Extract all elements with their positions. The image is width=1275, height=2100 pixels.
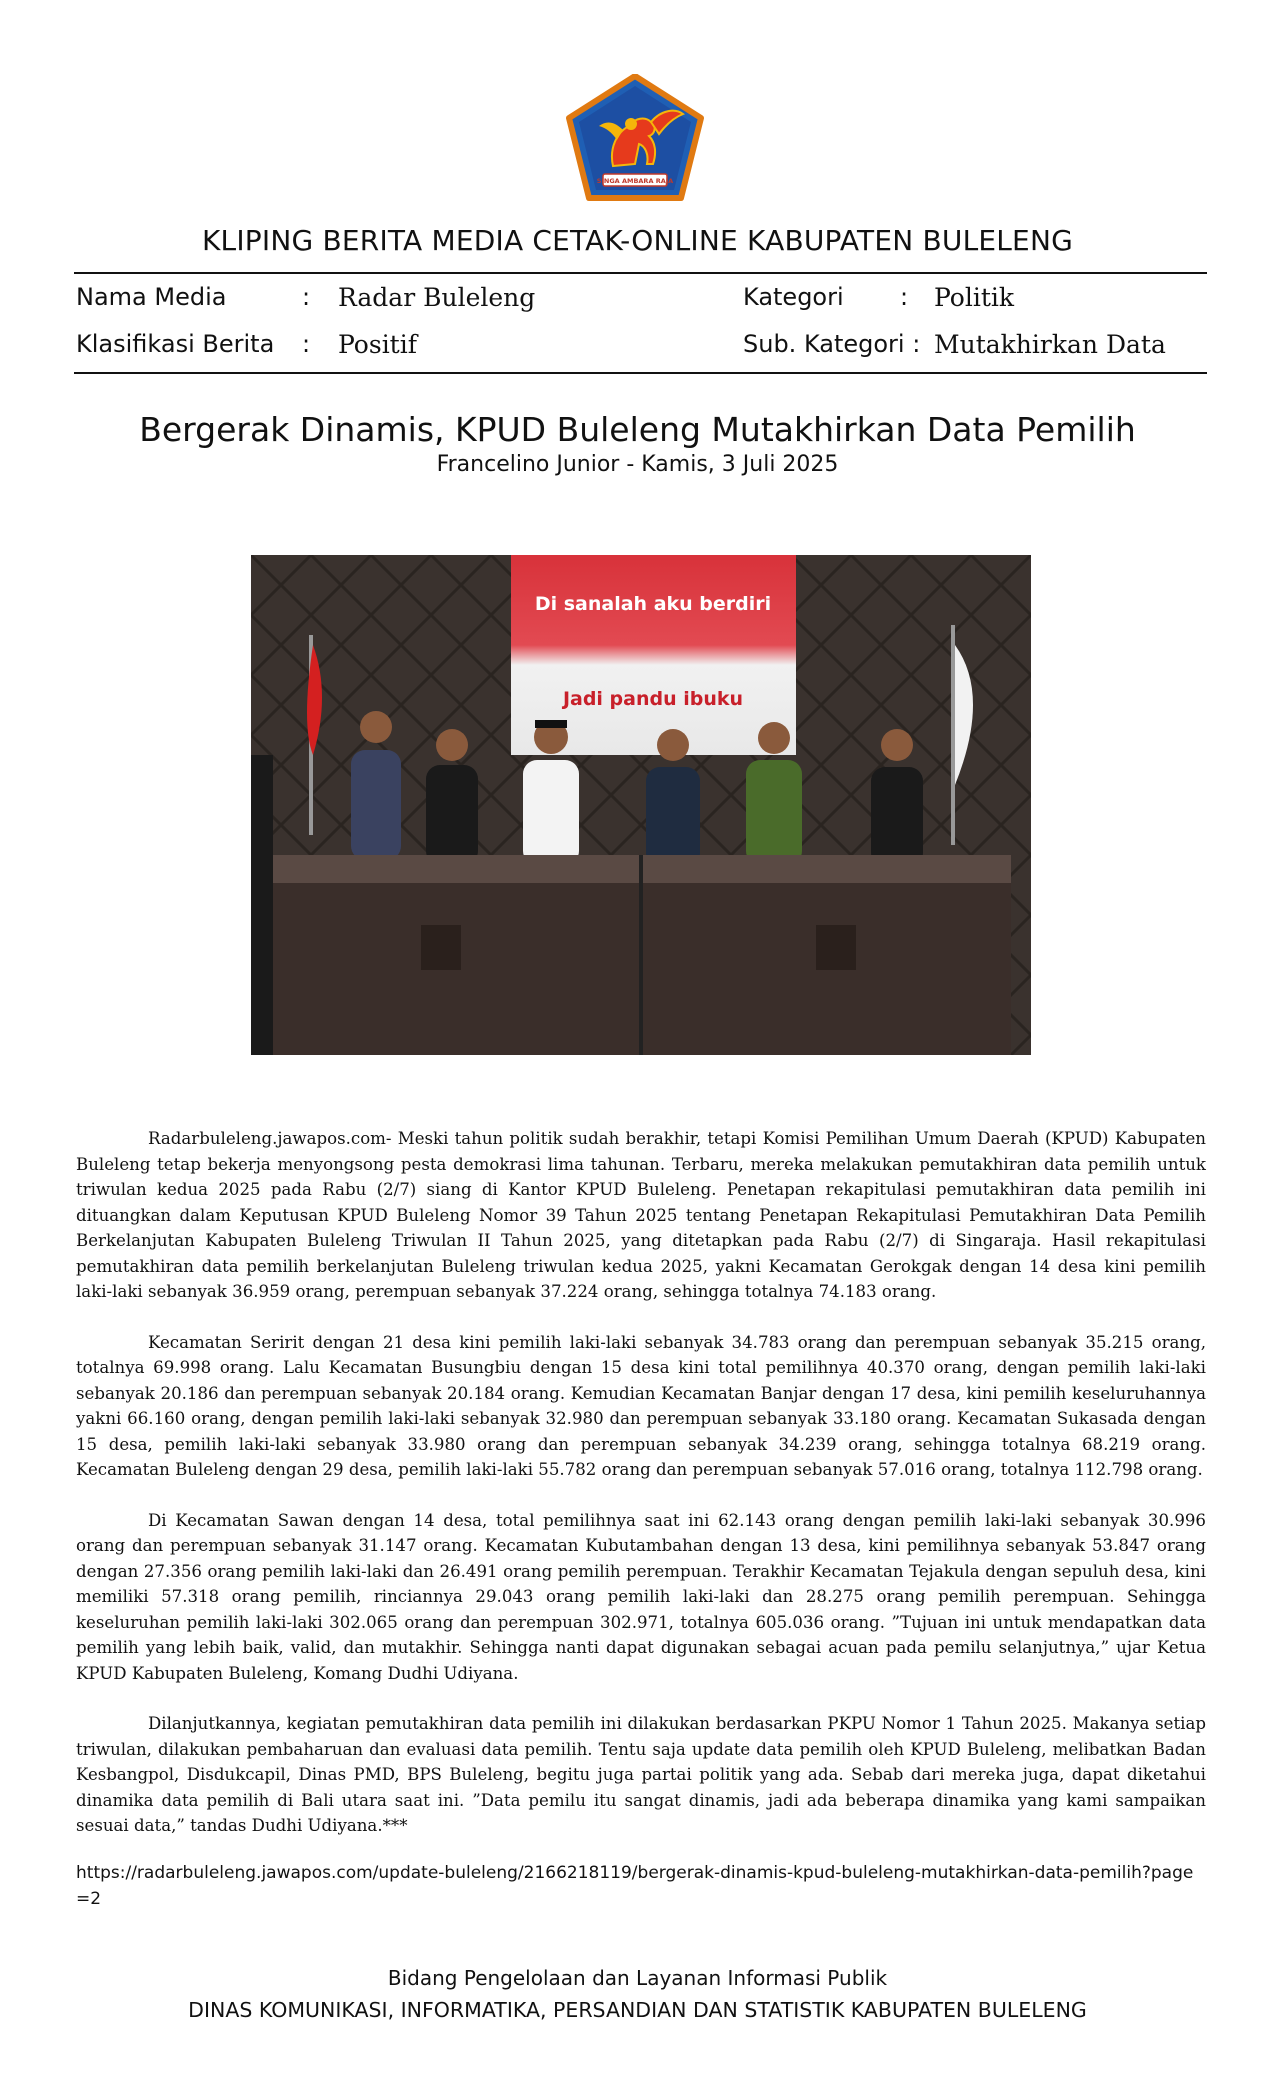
logo-motto: SINGA AMBARA RAJA (596, 177, 674, 185)
footer-department: Bidang Pengelolaan dan Layanan Informasi Publik (387, 1966, 888, 1990)
screen-caption-1: Di sanalah aku berdiri (534, 593, 772, 615)
article-headline: Bergerak Dinamis, KPUD Buleleng Mutakhirkan Data Pemilih (139, 410, 1136, 449)
article-paragraph-1: Radarbuleleng.jawapos.com- Meski tahun politik sudah berakhir, tetapi Komisi Pemilihan Umum Daerah (KPUD) Kabupaten Buleleng tetap bekerja menyongsong pesta demokrasi lima tahunan. Terbaru, mereka melakukan pemutakhiran data pemilih untuk triwulan kedua 2025 pada Rabu (2/7) siang di Kantor KPUD Buleleng. Penetapan rekapitulasi pemutakhiran data pemilih ini dituangkan dalam Keputusan KPUD Buleleng Nomor 39 Tahun 2025 tentang Penetapan Rekapitulasi Pemutakhiran Data Pemilih Berkelanjutan Kabupaten Buleleng Triwulan II Tahun 2025, yang ditetapkan pada Rabu (2/7) di Singaraja. Hasil rekapitulasi pemutakhiran data pemilih berkelanjutan Buleleng triwulan kedua 2025, yakni Kecamatan Gerokgak dengan 14 desa kini pemilih laki-laki sebanyak 36.959 orang, perempuan sebanyak 37.224 orang, sehingga totalnya 74.183 orang. (76, 1129, 1206, 1301)
klasifikasi-colon: : (302, 330, 311, 358)
header-bottom-rule (74, 372, 1207, 374)
source-link[interactable]: https://radarbuleleng.jawapos.com/update-buleleng/2166218119/bergerak-dinamis-kpud-buleleng-mutakhirkan-data-pemilih?page=2 (76, 1863, 1194, 1909)
footer-agency: DINAS KOMUNIKASI, INFORMATIKA, PERSANDIAN DAN STATISTIK KABUPATEN BULELENG (188, 1998, 1087, 2022)
kategori-label: Kategori (743, 283, 844, 311)
article-paragraph-2: Kecamatan Seririt dengan 21 desa kini pemilih laki-laki sebanyak 34.783 orang dan perempuan sebanyak 35.215 orang, totalnya 69.998 orang. Lalu Kecamatan Busungbiu dengan 15 desa kini total pemilihnya 40.370 orang, dengan pemilih laki-laki sebanyak 20.186 dan perempuan sebanyak 20.184 orang. Kemudian Kecamatan Banjar dengan 17 desa, kini pemilih keseluruhannya yakni 66.160 orang, dengan pemilih laki-laki sebanyak 32.980 dan perempuan sebanyak 33.180 orang. Kecamatan Sukasada dengan 15 desa, pemilih laki-laki sebanyak 33.980 orang dan perempuan sebanyak 34.239 orang, sehingga totalnya 68.219 orang. Kecamatan Buleleng dengan 29 desa, pemilih laki-laki 55.782 orang dan perempuan sebanyak 57.016 orang, totalnya 112.798 orang. (76, 1332, 1206, 1479)
media-colon: : (302, 283, 311, 311)
media-value: Radar Buleleng (338, 283, 536, 312)
article-photo (251, 555, 1031, 1055)
header-top-rule (74, 272, 1207, 274)
meeting-photo-illustration (251, 555, 1031, 1055)
media-label: Nama Media (76, 283, 227, 311)
article-byline: Francelino Junior - Kamis, 3 Juli 2025 (436, 452, 839, 477)
subkategori-label: Sub. Kategori : (743, 330, 921, 358)
kategori-colon: : (900, 283, 909, 311)
kategori-value: Politik (934, 283, 1015, 312)
article-paragraph-3: Di Kecamatan Sawan dengan 14 desa, total pemilihnya saat ini 62.143 orang dengan pemilih laki-laki sebanyak 30.996 orang dan perempuan sebanyak 31.147 orang. Kecamatan Kubutambahan dengan 13 desa, kini pemilihnya sebanyak 53.847 orang dengan 27.356 orang pemilih laki-laki dan 26.491 orang pemilih perempuan. Terakhir Kecamatan Tejakula dengan sepuluh desa, kini memiliki 57.318 orang pemilih, rinciannya 29.043 orang pemilih laki-laki dan 28.275 orang pemilih perempuan. Sehingga keseluruhan pemilih laki-laki 302.065 orang dan perempuan 302.971, totalnya 605.036 orang. ”Tujuan ini untuk mendapatkan data pemilih yang lebih baik, valid, dan mutakhir. Sehingga nanti dapat digunakan sebagai acuan pada pemilu selanjutnya,” ujar Ketua KPUD Kabupaten Buleleng, Komang Dudhi Udiyana. (76, 1510, 1206, 1683)
screen-caption-2: Jadi pandu ibuku (562, 688, 744, 710)
article-paragraph-4: Dilanjutkannya, kegiatan pemutakhiran data pemilih ini dilakukan berdasarkan PKPU Nomor 1 Tahun 2025. Makanya setiap triwulan, dilakukan pembaharuan dan evaluasi data pemilih. Tentu saja update data pemilih oleh KPUD Buleleng, melibatkan Badan Kesbangpol, Disdukcapil, Dinas PMD, BPS Buleleng, begitu juga partai politik yang ada. Sebab dari mereka juga, dapat diketahui dinamika data pemilih di Bali utara saat ini. ”Data pemilu itu sangat dinamis, jadi ada beberapa dinamika yang kami sampaikan sesuai data,” tandas Dudhi Udiyana.*** (76, 1714, 1206, 1835)
document-title: KLIPING BERITA MEDIA CETAK-ONLINE KABUPATEN BULELENG (201, 224, 1073, 257)
article-body (76, 1126, 1206, 1864)
subkategori-value: Mutakhirkan Data (934, 330, 1166, 359)
buleleng-regency-logo (565, 74, 705, 202)
klasifikasi-label: Klasifikasi Berita (76, 330, 275, 358)
klasifikasi-value: Positif (338, 330, 417, 359)
